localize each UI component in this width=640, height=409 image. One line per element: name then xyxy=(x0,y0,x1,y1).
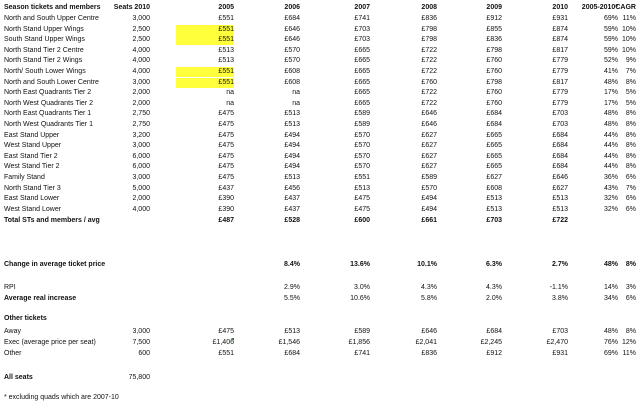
cagr-cell[interactable]: 11% xyxy=(622,350,636,357)
row-label[interactable]: East Stand Upper xyxy=(4,131,60,139)
table-row xyxy=(0,205,640,215)
header-year[interactable]: 2005 xyxy=(218,4,234,11)
growth-cell[interactable]: 59% xyxy=(603,25,618,33)
change-cagr[interactable]: 8% xyxy=(625,261,636,268)
price-cell[interactable]: £684 xyxy=(552,131,568,139)
price-cell[interactable]: £2,245 xyxy=(480,339,502,346)
price-cell[interactable]: £475 xyxy=(218,110,234,118)
row-label[interactable]: West Stand Upper xyxy=(4,142,62,150)
row-label[interactable]: North Stand Tier 2 Centre xyxy=(4,46,84,54)
price-cell[interactable]: £931 xyxy=(552,15,568,22)
price-cell[interactable]: £513 xyxy=(284,174,300,181)
cagr-cell[interactable]: 6% xyxy=(625,195,636,203)
header-label[interactable]: Season tickets and members xyxy=(4,4,101,11)
rpi-cagr[interactable]: 3% xyxy=(625,284,636,291)
table-row xyxy=(0,109,640,119)
price-cell[interactable]: £912 xyxy=(486,350,502,357)
table-row xyxy=(0,141,640,151)
seats-cell[interactable]: 2,000 xyxy=(132,195,150,203)
header-cagr[interactable]: CAGR xyxy=(615,4,636,11)
cagr-cell[interactable]: 8% xyxy=(625,142,636,150)
price-cell[interactable]: £570 xyxy=(421,184,437,192)
rpi-cell[interactable]: 3.0% xyxy=(354,284,370,291)
comment-indicator-icon[interactable] xyxy=(231,338,234,341)
seats-cell[interactable]: 3,000 xyxy=(132,78,150,86)
table-row xyxy=(0,184,640,194)
growth-cell[interactable]: 41% xyxy=(603,68,618,75)
price-cell[interactable]: £475 xyxy=(218,131,234,139)
price-cell[interactable]: £931 xyxy=(552,350,568,357)
price-cell[interactable]: £475 xyxy=(354,195,370,203)
growth-cell[interactable]: 44% xyxy=(603,152,618,160)
table-row xyxy=(0,327,640,337)
rpi-growth[interactable]: 14% xyxy=(603,284,618,291)
price-cell[interactable]: £589 xyxy=(354,121,370,128)
growth-cell[interactable]: 44% xyxy=(603,131,618,139)
real-cell[interactable]: 10.6% xyxy=(350,295,370,302)
price-cell[interactable]: £722 xyxy=(421,99,437,107)
footnote-row xyxy=(0,393,640,403)
price-cell[interactable]: £646 xyxy=(421,121,437,128)
rpi-cell[interactable]: 4.3% xyxy=(486,284,502,291)
row-label[interactable]: North Stand Tier 3 xyxy=(4,184,61,192)
price-cell[interactable]: £817 xyxy=(552,46,568,54)
price-cell[interactable]: £1,546 xyxy=(278,339,300,346)
real-cagr[interactable]: 6% xyxy=(625,295,636,302)
table-row xyxy=(0,88,640,98)
price-cell[interactable]: £551 xyxy=(176,35,234,45)
table-row xyxy=(0,194,640,204)
price-cell[interactable]: £570 xyxy=(354,163,370,171)
price-cell[interactable]: £494 xyxy=(284,142,300,150)
price-cell[interactable]: £741 xyxy=(354,350,370,357)
seats-cell[interactable]: 3,000 xyxy=(132,142,150,150)
row-label[interactable]: North Stand Tier 2 Wings xyxy=(4,57,83,65)
price-cell[interactable]: £779 xyxy=(552,57,568,65)
rpi-cell[interactable]: 2.9% xyxy=(284,284,300,291)
growth-cell[interactable]: 69% xyxy=(603,15,618,22)
row-label[interactable]: West Stand Tier 2 xyxy=(4,163,60,171)
price-cell[interactable]: £475 xyxy=(218,174,234,181)
price-cell[interactable]: £912 xyxy=(486,15,502,22)
row-label[interactable]: North/ South Lower Wings xyxy=(4,68,86,75)
price-cell[interactable]: £513 xyxy=(552,205,568,213)
change-cell[interactable]: 2.7% xyxy=(552,261,568,268)
real-cell[interactable]: 5.5% xyxy=(284,295,300,302)
total-cell[interactable]: £703 xyxy=(486,217,502,224)
price-cell[interactable]: £513 xyxy=(486,205,502,213)
real-row xyxy=(0,294,640,304)
rpi-row xyxy=(0,283,640,293)
table-row xyxy=(0,338,640,348)
price-cell[interactable]: £437 xyxy=(284,195,300,203)
price-cell[interactable]: £589 xyxy=(421,174,437,181)
price-cell[interactable]: £665 xyxy=(354,99,370,107)
seats-cell[interactable]: 600 xyxy=(138,350,150,357)
seats-cell[interactable]: 4,000 xyxy=(132,205,150,213)
price-cell[interactable]: £722 xyxy=(421,57,437,65)
price-cell[interactable]: £665 xyxy=(354,68,370,75)
real-cell[interactable]: 5.8% xyxy=(421,295,437,302)
total-row xyxy=(0,216,640,226)
header-growth[interactable]: 2005-2010* xyxy=(581,4,618,11)
row-label[interactable]: East Stand Lower xyxy=(4,195,60,203)
price-cell[interactable]: £684 xyxy=(486,110,502,118)
price-cell[interactable]: £798 xyxy=(421,36,437,44)
price-cell[interactable]: £836 xyxy=(421,350,437,357)
table-row xyxy=(0,25,640,35)
price-cell[interactable]: £494 xyxy=(421,205,437,213)
cagr-cell[interactable]: 8% xyxy=(625,152,636,160)
table-row xyxy=(0,349,640,359)
price-cell[interactable]: £779 xyxy=(552,68,568,75)
price-cell[interactable]: £513 xyxy=(552,195,568,203)
seats-cell[interactable]: 2,000 xyxy=(132,99,150,107)
price-cell[interactable]: £665 xyxy=(486,152,502,160)
table-row xyxy=(0,120,640,130)
price-cell[interactable]: £494 xyxy=(284,163,300,171)
price-cell[interactable]: £760 xyxy=(486,68,502,75)
price-cell[interactable]: £798 xyxy=(486,46,502,54)
seats-cell[interactable]: 4,000 xyxy=(132,57,150,65)
price-cell[interactable]: £665 xyxy=(486,142,502,150)
seats-cell[interactable]: 2,500 xyxy=(132,25,150,33)
table-row xyxy=(0,173,640,183)
seats-cell[interactable]: 6,000 xyxy=(132,152,150,160)
seats-cell[interactable]: 3,000 xyxy=(132,328,150,335)
cagr-cell[interactable]: 5% xyxy=(625,99,636,107)
change-row xyxy=(0,260,640,270)
growth-cell[interactable]: 48% xyxy=(603,328,618,335)
price-cell[interactable]: £551 xyxy=(176,78,234,88)
row-label[interactable]: North East Quadrants Tier 2 xyxy=(4,89,92,97)
price-cell[interactable]: £608 xyxy=(284,78,300,86)
header-year[interactable]: 2006 xyxy=(284,4,300,11)
change-cell[interactable]: 13.6% xyxy=(350,261,370,268)
header-year[interactable]: 2008 xyxy=(421,4,437,11)
price-cell[interactable]: £475 xyxy=(218,163,234,171)
row-label[interactable]: North Stand Upper Wings xyxy=(4,25,84,33)
price-cell[interactable]: £1,856 xyxy=(348,339,370,346)
cagr-cell[interactable]: 8% xyxy=(625,163,636,171)
price-cell[interactable]: £2,041 xyxy=(415,339,437,346)
cagr-cell[interactable]: 8% xyxy=(625,121,636,128)
price-cell[interactable]: £513 xyxy=(486,195,502,203)
price-cell[interactable]: £627 xyxy=(486,174,502,181)
price-cell[interactable]: £627 xyxy=(421,131,437,139)
footnote[interactable]: * excluding quads which are 2007-10 xyxy=(4,394,119,401)
price-cell[interactable]: £703 xyxy=(552,328,568,335)
price-cell[interactable]: £570 xyxy=(354,131,370,139)
price-cell[interactable]: £475 xyxy=(218,152,234,160)
price-cell[interactable]: £494 xyxy=(421,195,437,203)
growth-cell[interactable]: 48% xyxy=(603,121,618,128)
cagr-cell[interactable]: 6% xyxy=(625,205,636,213)
other-title-row xyxy=(0,314,640,324)
growth-cell[interactable]: 48% xyxy=(603,110,618,118)
cagr-cell[interactable]: 8% xyxy=(625,78,636,86)
growth-cell[interactable]: 76% xyxy=(603,339,618,346)
price-cell[interactable]: £589 xyxy=(354,328,370,335)
seats-cell[interactable]: 2,000 xyxy=(132,89,150,97)
price-cell[interactable]: £456 xyxy=(284,184,300,192)
header-seats[interactable]: Seats 2010 xyxy=(113,4,150,11)
price-cell[interactable]: na xyxy=(292,89,300,97)
price-cell[interactable]: £665 xyxy=(354,78,370,86)
cagr-cell[interactable]: 7% xyxy=(625,68,636,75)
price-cell[interactable]: £646 xyxy=(552,174,568,181)
price-cell[interactable]: £703 xyxy=(552,110,568,118)
row-label[interactable]: West Stand Lower xyxy=(4,205,62,213)
price-cell[interactable]: £760 xyxy=(486,99,502,107)
change-cell[interactable]: 6.3% xyxy=(486,261,502,268)
price-cell[interactable]: £627 xyxy=(421,152,437,160)
table-row xyxy=(0,131,640,141)
cagr-cell[interactable]: 10% xyxy=(621,25,636,33)
row-label[interactable]: North West Quadrants Tier 1 xyxy=(4,121,93,128)
table-row xyxy=(0,67,640,77)
row-label[interactable]: Away xyxy=(4,328,21,335)
growth-cell[interactable]: 59% xyxy=(603,46,618,54)
header-year[interactable]: 2009 xyxy=(486,4,502,11)
price-cell[interactable]: £513 xyxy=(284,328,300,335)
row-label[interactable]: Family Stand xyxy=(4,174,45,181)
seats-cell[interactable]: 2,500 xyxy=(132,36,150,44)
price-cell[interactable]: £475 xyxy=(354,205,370,213)
table-row xyxy=(0,46,640,56)
price-cell[interactable]: £684 xyxy=(284,350,300,357)
price-cell[interactable]: £570 xyxy=(354,152,370,160)
price-cell[interactable]: £551 xyxy=(176,25,234,35)
total-cell[interactable]: £722 xyxy=(552,217,568,224)
price-cell[interactable]: £513 xyxy=(218,57,234,65)
growth-cell[interactable]: 36% xyxy=(603,174,618,181)
change-cell[interactable]: 10.1% xyxy=(417,261,437,268)
cagr-cell[interactable]: 5% xyxy=(625,89,636,97)
seats-cell[interactable]: 3,000 xyxy=(132,15,150,22)
price-cell[interactable]: £475 xyxy=(218,142,234,150)
row-label[interactable]: Other xyxy=(4,350,22,357)
price-cell[interactable]: £703 xyxy=(354,36,370,44)
seats-cell[interactable]: 6,000 xyxy=(132,163,150,171)
rpi-cell[interactable]: 4.3% xyxy=(421,284,437,291)
price-cell[interactable]: na xyxy=(292,99,300,107)
price-cell[interactable]: £779 xyxy=(552,99,568,107)
growth-cell[interactable]: 17% xyxy=(603,99,618,107)
real-cell[interactable]: 2.0% xyxy=(486,295,502,302)
price-cell[interactable]: £627 xyxy=(421,163,437,171)
total-cell[interactable]: £487 xyxy=(218,217,234,224)
growth-cell[interactable]: 17% xyxy=(603,89,618,97)
price-cell[interactable]: £684 xyxy=(552,142,568,150)
price-cell[interactable]: £684 xyxy=(552,163,568,171)
price-cell[interactable]: £817 xyxy=(552,78,568,86)
growth-cell[interactable]: 44% xyxy=(603,163,618,171)
table-row xyxy=(0,56,640,66)
price-cell[interactable]: £855 xyxy=(486,25,502,33)
all-seats-value[interactable]: 75,800 xyxy=(128,374,150,381)
growth-cell[interactable]: 69% xyxy=(603,350,618,357)
table-row xyxy=(0,152,640,162)
price-cell[interactable]: £570 xyxy=(354,142,370,150)
price-cell[interactable]: £570 xyxy=(284,46,300,54)
real-label[interactable]: Average real increase xyxy=(4,295,77,302)
price-cell[interactable]: £2,470 xyxy=(546,339,568,346)
price-cell[interactable]: £836 xyxy=(421,15,437,22)
row-label[interactable]: South Stand Upper Wings xyxy=(4,36,85,44)
seats-cell[interactable]: 4,000 xyxy=(132,46,150,54)
price-cell[interactable]: £684 xyxy=(284,15,300,22)
price-cell[interactable]: £513 xyxy=(354,184,370,192)
all-seats-row xyxy=(0,373,640,383)
table-row xyxy=(0,35,640,45)
all-seats-label[interactable]: All seats xyxy=(4,374,33,381)
cagr-cell[interactable]: 7% xyxy=(625,184,636,192)
price-cell[interactable]: £722 xyxy=(421,89,437,97)
price-cell[interactable]: £551 xyxy=(354,174,370,181)
table-row xyxy=(0,78,640,88)
cagr-cell[interactable]: 11% xyxy=(622,15,636,22)
cagr-cell[interactable]: 8% xyxy=(625,110,636,118)
price-cell[interactable]: na xyxy=(226,89,234,97)
cagr-cell[interactable]: 10% xyxy=(621,46,636,54)
growth-cell[interactable]: 44% xyxy=(603,142,618,150)
cagr-cell[interactable]: 8% xyxy=(625,328,636,335)
price-cell[interactable]: £494 xyxy=(284,131,300,139)
table-row xyxy=(0,99,640,109)
price-cell[interactable]: £646 xyxy=(284,36,300,44)
price-cell[interactable]: £551 xyxy=(218,350,234,357)
cagr-cell[interactable]: 12% xyxy=(621,339,636,346)
table-row xyxy=(0,14,640,24)
real-growth[interactable]: 34% xyxy=(603,295,618,302)
price-cell[interactable]: £722 xyxy=(421,46,437,54)
price-cell[interactable]: £703 xyxy=(552,121,568,128)
price-cell[interactable]: £722 xyxy=(421,68,437,75)
total-cell[interactable]: £600 xyxy=(354,217,370,224)
row-label[interactable]: North and South Upper Centre xyxy=(4,15,99,22)
price-cell[interactable]: £684 xyxy=(486,121,502,128)
growth-cell[interactable]: 52% xyxy=(603,57,618,65)
price-cell[interactable]: £874 xyxy=(552,25,568,33)
price-cell[interactable]: £475 xyxy=(218,328,234,335)
price-cell[interactable]: £627 xyxy=(421,142,437,150)
growth-cell[interactable]: 32% xyxy=(603,205,618,213)
price-cell[interactable]: £1,406 xyxy=(212,339,234,346)
price-cell[interactable]: £646 xyxy=(421,110,437,118)
price-cell[interactable]: £437 xyxy=(284,205,300,213)
seats-cell[interactable]: 3,000 xyxy=(132,174,150,181)
price-cell[interactable]: £760 xyxy=(486,57,502,65)
price-cell[interactable]: £589 xyxy=(354,110,370,118)
price-cell[interactable]: £665 xyxy=(486,131,502,139)
cagr-cell[interactable]: 9% xyxy=(625,57,636,65)
price-cell[interactable]: £608 xyxy=(284,68,300,75)
seats-cell[interactable]: 5,000 xyxy=(132,184,150,192)
total-cell[interactable]: £661 xyxy=(421,217,437,224)
cagr-cell[interactable]: 10% xyxy=(621,36,636,44)
header-row xyxy=(0,3,640,13)
price-cell[interactable]: £798 xyxy=(486,78,502,86)
price-cell[interactable]: £741 xyxy=(354,15,370,22)
change-growth[interactable]: 48% xyxy=(603,261,618,268)
header-year[interactable]: 2007 xyxy=(354,4,370,11)
price-cell[interactable]: £760 xyxy=(421,78,437,86)
price-cell[interactable]: £390 xyxy=(218,205,234,213)
row-label[interactable]: North and South Lower Centre xyxy=(4,78,99,86)
price-cell[interactable]: £513 xyxy=(218,46,234,54)
price-cell[interactable]: £437 xyxy=(218,184,234,192)
price-cell[interactable]: £551 xyxy=(218,15,234,22)
row-label[interactable]: Exec (average price per seat) xyxy=(4,339,96,346)
price-cell[interactable]: £494 xyxy=(284,152,300,160)
price-cell[interactable]: £646 xyxy=(284,25,300,33)
header-year[interactable]: 2010 xyxy=(552,4,568,11)
price-cell[interactable]: £665 xyxy=(354,46,370,54)
price-cell[interactable]: £836 xyxy=(486,36,502,44)
rpi-cell[interactable]: -1.1% xyxy=(549,284,568,291)
price-cell[interactable]: £646 xyxy=(421,328,437,335)
price-cell[interactable]: £684 xyxy=(486,328,502,335)
row-label[interactable]: North East Quadrants Tier 1 xyxy=(4,110,92,118)
price-cell[interactable]: £513 xyxy=(284,110,300,118)
total-label[interactable]: Total STs and members / avg xyxy=(4,217,100,224)
price-cell[interactable]: £608 xyxy=(486,184,502,192)
price-cell[interactable]: £551 xyxy=(176,67,234,77)
seats-cell[interactable]: 2,750 xyxy=(132,110,150,118)
rpi-label[interactable]: RPI xyxy=(4,284,16,291)
cagr-cell[interactable]: 8% xyxy=(625,131,636,139)
seats-cell[interactable]: 2,750 xyxy=(132,121,150,128)
growth-cell[interactable]: 59% xyxy=(603,36,618,44)
price-cell[interactable]: £627 xyxy=(552,184,568,192)
real-cell[interactable]: 3.8% xyxy=(552,295,568,302)
total-cell[interactable]: £528 xyxy=(284,217,300,224)
price-cell[interactable]: £665 xyxy=(354,89,370,97)
price-cell[interactable]: £475 xyxy=(218,121,234,128)
price-cell[interactable]: £390 xyxy=(218,195,234,203)
price-cell[interactable]: £798 xyxy=(421,25,437,33)
price-cell[interactable]: £665 xyxy=(354,57,370,65)
price-cell[interactable]: £513 xyxy=(284,121,300,128)
price-cell[interactable]: £665 xyxy=(486,163,502,171)
price-cell[interactable]: £703 xyxy=(354,25,370,33)
change-cell[interactable]: 8.4% xyxy=(284,261,300,268)
seats-cell[interactable]: 4,000 xyxy=(132,68,150,75)
price-cell[interactable]: £684 xyxy=(552,152,568,160)
seats-cell[interactable]: 7,500 xyxy=(132,339,150,346)
growth-cell[interactable]: 43% xyxy=(603,184,618,192)
seats-cell[interactable]: 3,200 xyxy=(132,131,150,139)
change-label[interactable]: Change in average ticket price xyxy=(4,261,106,268)
growth-cell[interactable]: 32% xyxy=(603,195,618,203)
table-row xyxy=(0,162,640,172)
row-label[interactable]: North West Quadrants Tier 2 xyxy=(4,99,93,107)
other-title[interactable]: Other tickets xyxy=(4,315,47,322)
price-cell[interactable]: £779 xyxy=(552,89,568,97)
price-cell[interactable]: na xyxy=(226,99,234,107)
price-cell[interactable]: £760 xyxy=(486,89,502,97)
row-label[interactable]: East Stand Tier 2 xyxy=(4,152,58,160)
cagr-cell[interactable]: 6% xyxy=(625,174,636,181)
price-cell[interactable]: £874 xyxy=(552,36,568,44)
price-cell[interactable]: £570 xyxy=(284,57,300,65)
growth-cell[interactable]: 48% xyxy=(603,78,618,86)
